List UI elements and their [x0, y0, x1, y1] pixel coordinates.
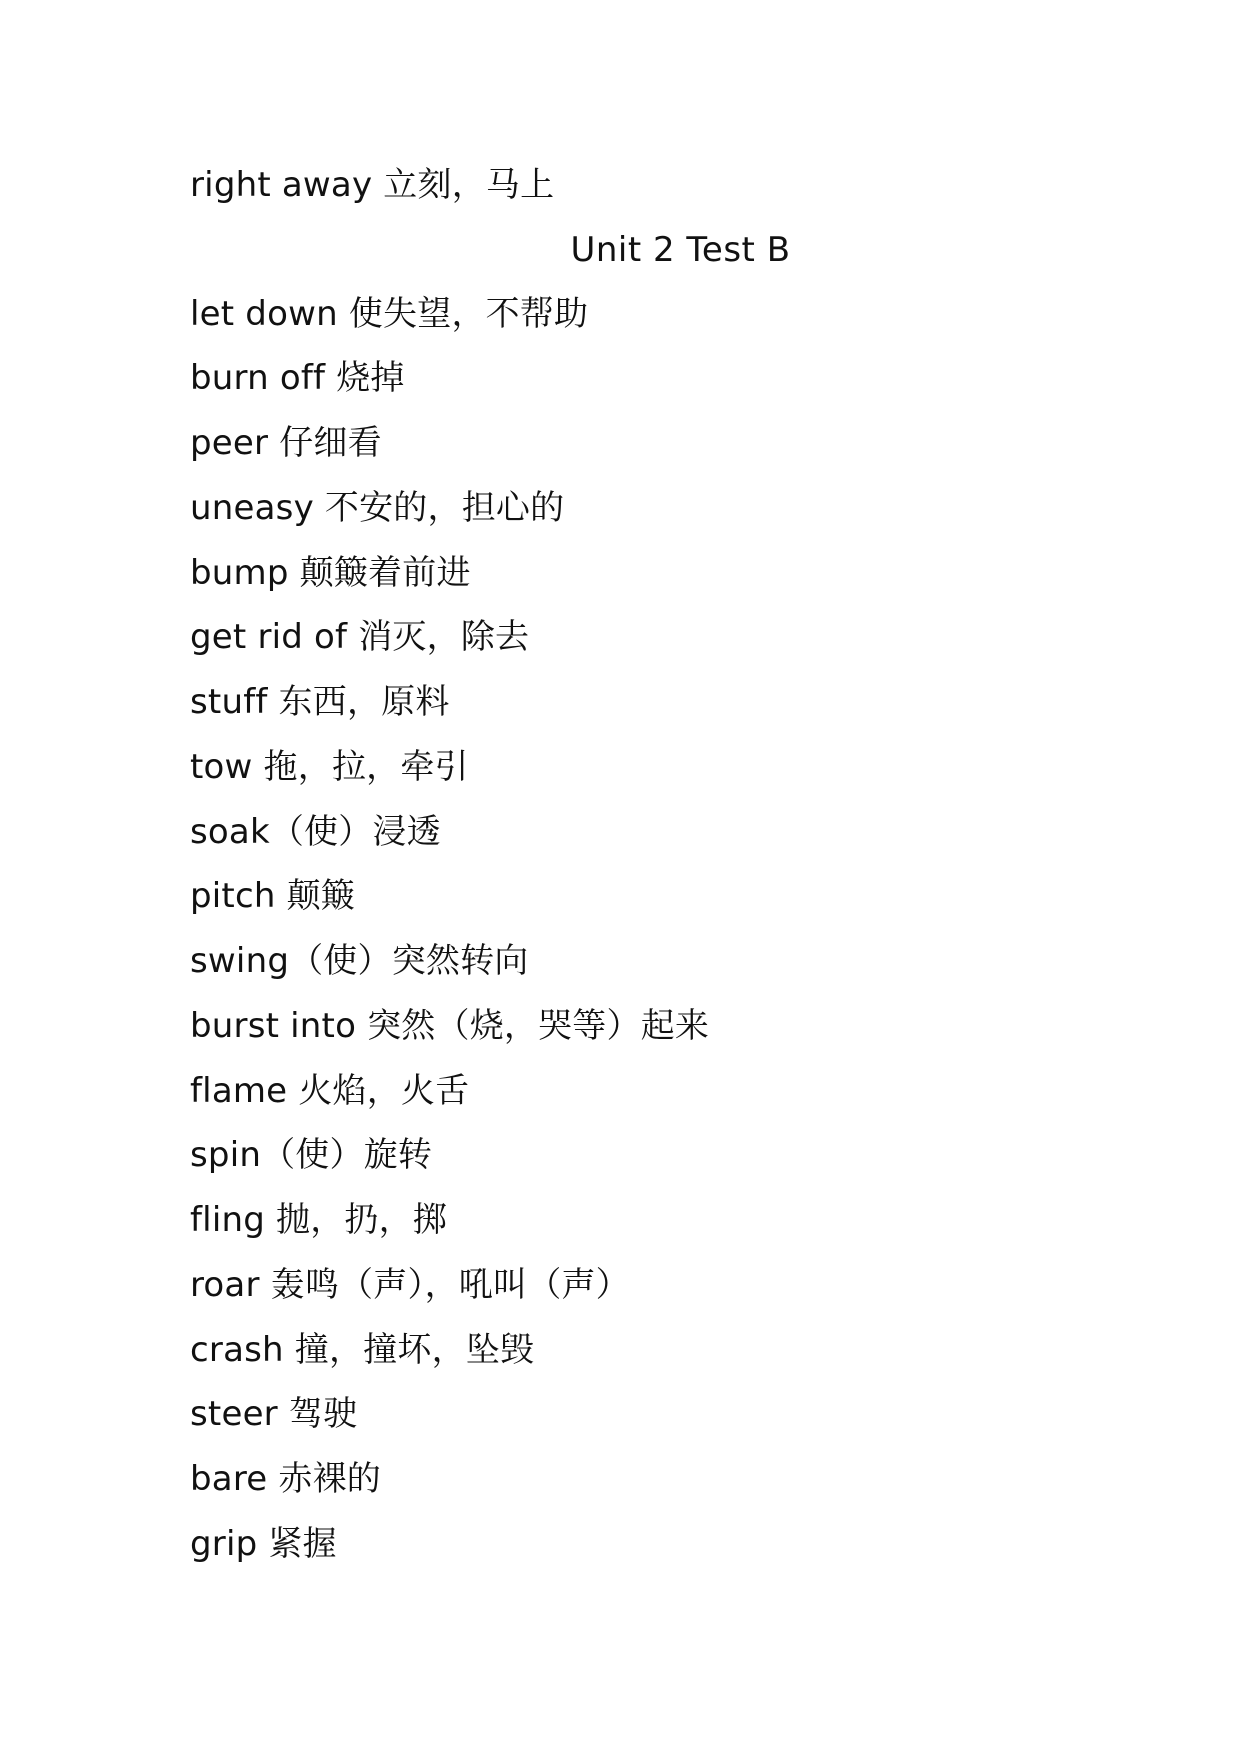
vocab-line: burn off 烧掉 [190, 358, 405, 398]
vocab-line: swing（使）突然转向 [190, 941, 529, 981]
vocab-line: steer 驾驶 [190, 1394, 358, 1434]
vocab-line: peer 仔细看 [190, 423, 382, 463]
vocab-line: soak（使）浸透 [190, 812, 441, 852]
vocab-line: roar 轰鸣（声），吼叫（声） [190, 1265, 630, 1305]
vocab-line: uneasy 不安的，担心的 [190, 488, 565, 528]
vocab-line-right-away: right away 立刻，马上 [190, 165, 555, 205]
vocab-line: spin（使）旋转 [190, 1135, 433, 1175]
vocab-line: flame 火焰，火舌 [190, 1071, 470, 1111]
vocab-line: fling 抛，扔，掷 [190, 1200, 448, 1240]
vocab-line: pitch 颠簸 [190, 876, 356, 916]
vocab-line: burst into 突然（烧，哭等）起来 [190, 1006, 710, 1046]
vocab-line: let down 使失望，不帮助 [190, 294, 589, 334]
vocab-line: tow 拖，拉，牵引 [190, 747, 469, 787]
vocab-line: crash 撞，撞坏，坠毁 [190, 1330, 535, 1370]
vocab-line: grip 紧握 [190, 1524, 337, 1564]
section-heading: Unit 2 Test B [570, 230, 791, 270]
vocab-line: get rid of 消灭，除去 [190, 617, 530, 657]
vocab-line: bump 颠簸着前进 [190, 553, 471, 593]
vocab-line: stuff 东西，原料 [190, 682, 450, 722]
vocab-line: bare 赤裸的 [190, 1459, 381, 1499]
